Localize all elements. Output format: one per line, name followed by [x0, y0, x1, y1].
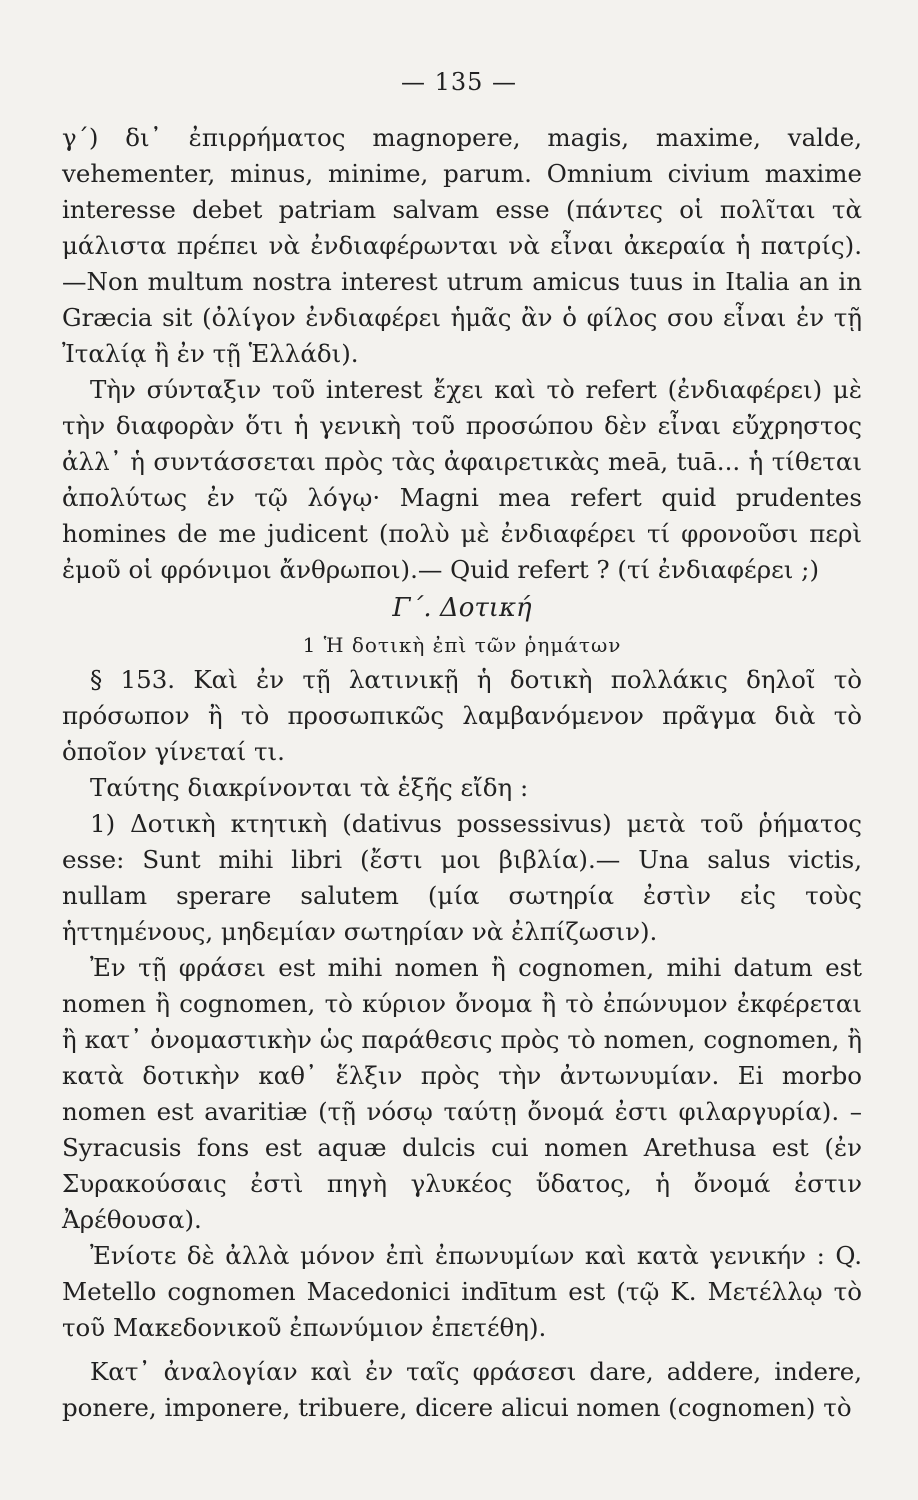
paragraph-8: Κατ᾽ ἀναλογίαν καὶ ἐν ταῖς φράσεσι dare, addere, indere, ponere, imponere, tribuere, dicere alicui nomen (cognomen) τὸ — [62, 1357, 862, 1422]
paragraph-3: § 153. Καὶ ἐν τῇ λατινικῇ ἡ δοτικὴ πολλάκις δηλοῖ τὸ πρόσωπον ἢ τὸ προσωπικῶς λαμβανόμενον πρᾶγμα διὰ τὸ ὁποῖον γίνεταί τι. — [62, 665, 862, 766]
page-number: — 135 — — [400, 68, 518, 96]
section-subheading: 1 Ἡ δοτικὴ ἐπὶ τῶν ῥημάτων — [302, 633, 622, 657]
paragraph-1: γ΄) δι᾽ ἐπιρρήματος magnopere, magis, maxime, valde, vehementer, minus, minime, parum. Omnium civium maxime interesse debet patriam salvam esse (πάντες οἱ πολῖται τὰ μάλιστα πρέπει νὰ ἐνδιαφέρωνται νὰ εἶναι ἀκεραία ἡ πατρίς).—Non multum nostra interest utrum amicus tuus in Italia an in Græcia sit (ὀλίγον ἐνδιαφέρει ἡμᾶς ἂν ὁ φίλος σου εἶναι ἐν τῇ Ἰταλίᾳ ἢ ἐν τῇ Ἑλλάδι). — [62, 123, 862, 368]
body-text — [62, 120, 862, 1426]
paragraph-6: Ἐν τῇ φράσει est mihi nomen ἢ cognomen, mihi datum est nomen ἢ cognomen, τὸ κύριον ὄνομα ἢ τὸ ἐπώνυμον ἐκφέρεται ἢ κατ᾽ ὀνομαστικὴν ὡς παράθεσις πρὸς τὸ nomen, cognomen, ἢ κατὰ δοτικὴν καθ᾽ ἕλξιν πρὸς τὴν ἀντωνυμίαν. Ei morbo nomen est avaritiæ (τῇ νόσῳ ταύτῃ ὄνομά ἐστι φιλαργυρία). – Syracusis fons est aquæ dulcis cui nomen Arethusa est (ἐν Συρακούσαις ἐστὶ πηγὴ γλυκέος ὕδατος, ἡ ὄνομά ἐστιν Ἀρέθουσα). — [62, 953, 862, 1234]
paragraph-5: 1) Δοτικὴ κτητικὴ (dativus possessivus) μετὰ τοῦ ῥήματος esse: Sunt mihi libri (ἔστι μοι βιβλία).— Una salus victis, nullam sperare salutem (μία σωτηρία ἐστὶν εἰς τοὺς ἡττημένους, μηδεμίαν σωτηρίαν νὰ ἐλπίζωσιν). — [62, 809, 862, 946]
section-heading: Γ΄. Δοτική — [392, 593, 532, 623]
paragraph-4: Ταύτης διακρίνονται τὰ ἑξῆς εἴδη : — [90, 773, 529, 802]
paragraph-7: Ἐνίοτε δὲ ἀλλὰ μόνον ἐπὶ ἐπωνυμίων καὶ κατὰ γενικήν : Q. Metello cognomen Macedonici indītum est (τῷ Κ. Μετέλλῳ τὸ τοῦ Μακεδονικοῦ ἐπωνύμιον ἐπετέθη). — [62, 1241, 862, 1342]
paragraph-2: Τὴν σύνταξιν τοῦ interest ἔχει καὶ τὸ refert (ἐνδιαφέρει) μὲ τὴν διαφορὰν ὅτι ἡ γενικὴ τοῦ προσώπου δὲν εἶναι εὔχρηστος ἀλλ᾽ ἡ συντάσσεται πρὸς τὰς ἀφαιρετικὰς meā, tuā... ἡ τίθεται ἀπολύτως ἐν τῷ λόγῳ· Magni mea refert quid prudentes homines de me judicent (πολὺ μὲ ἐνδιαφέρει τί φρονοῦσι περὶ ἐμοῦ οἱ φρόνιμοι ἄνθρωποι).— Quid refert ? (τί ἐνδιαφέρει ;) — [62, 375, 862, 584]
